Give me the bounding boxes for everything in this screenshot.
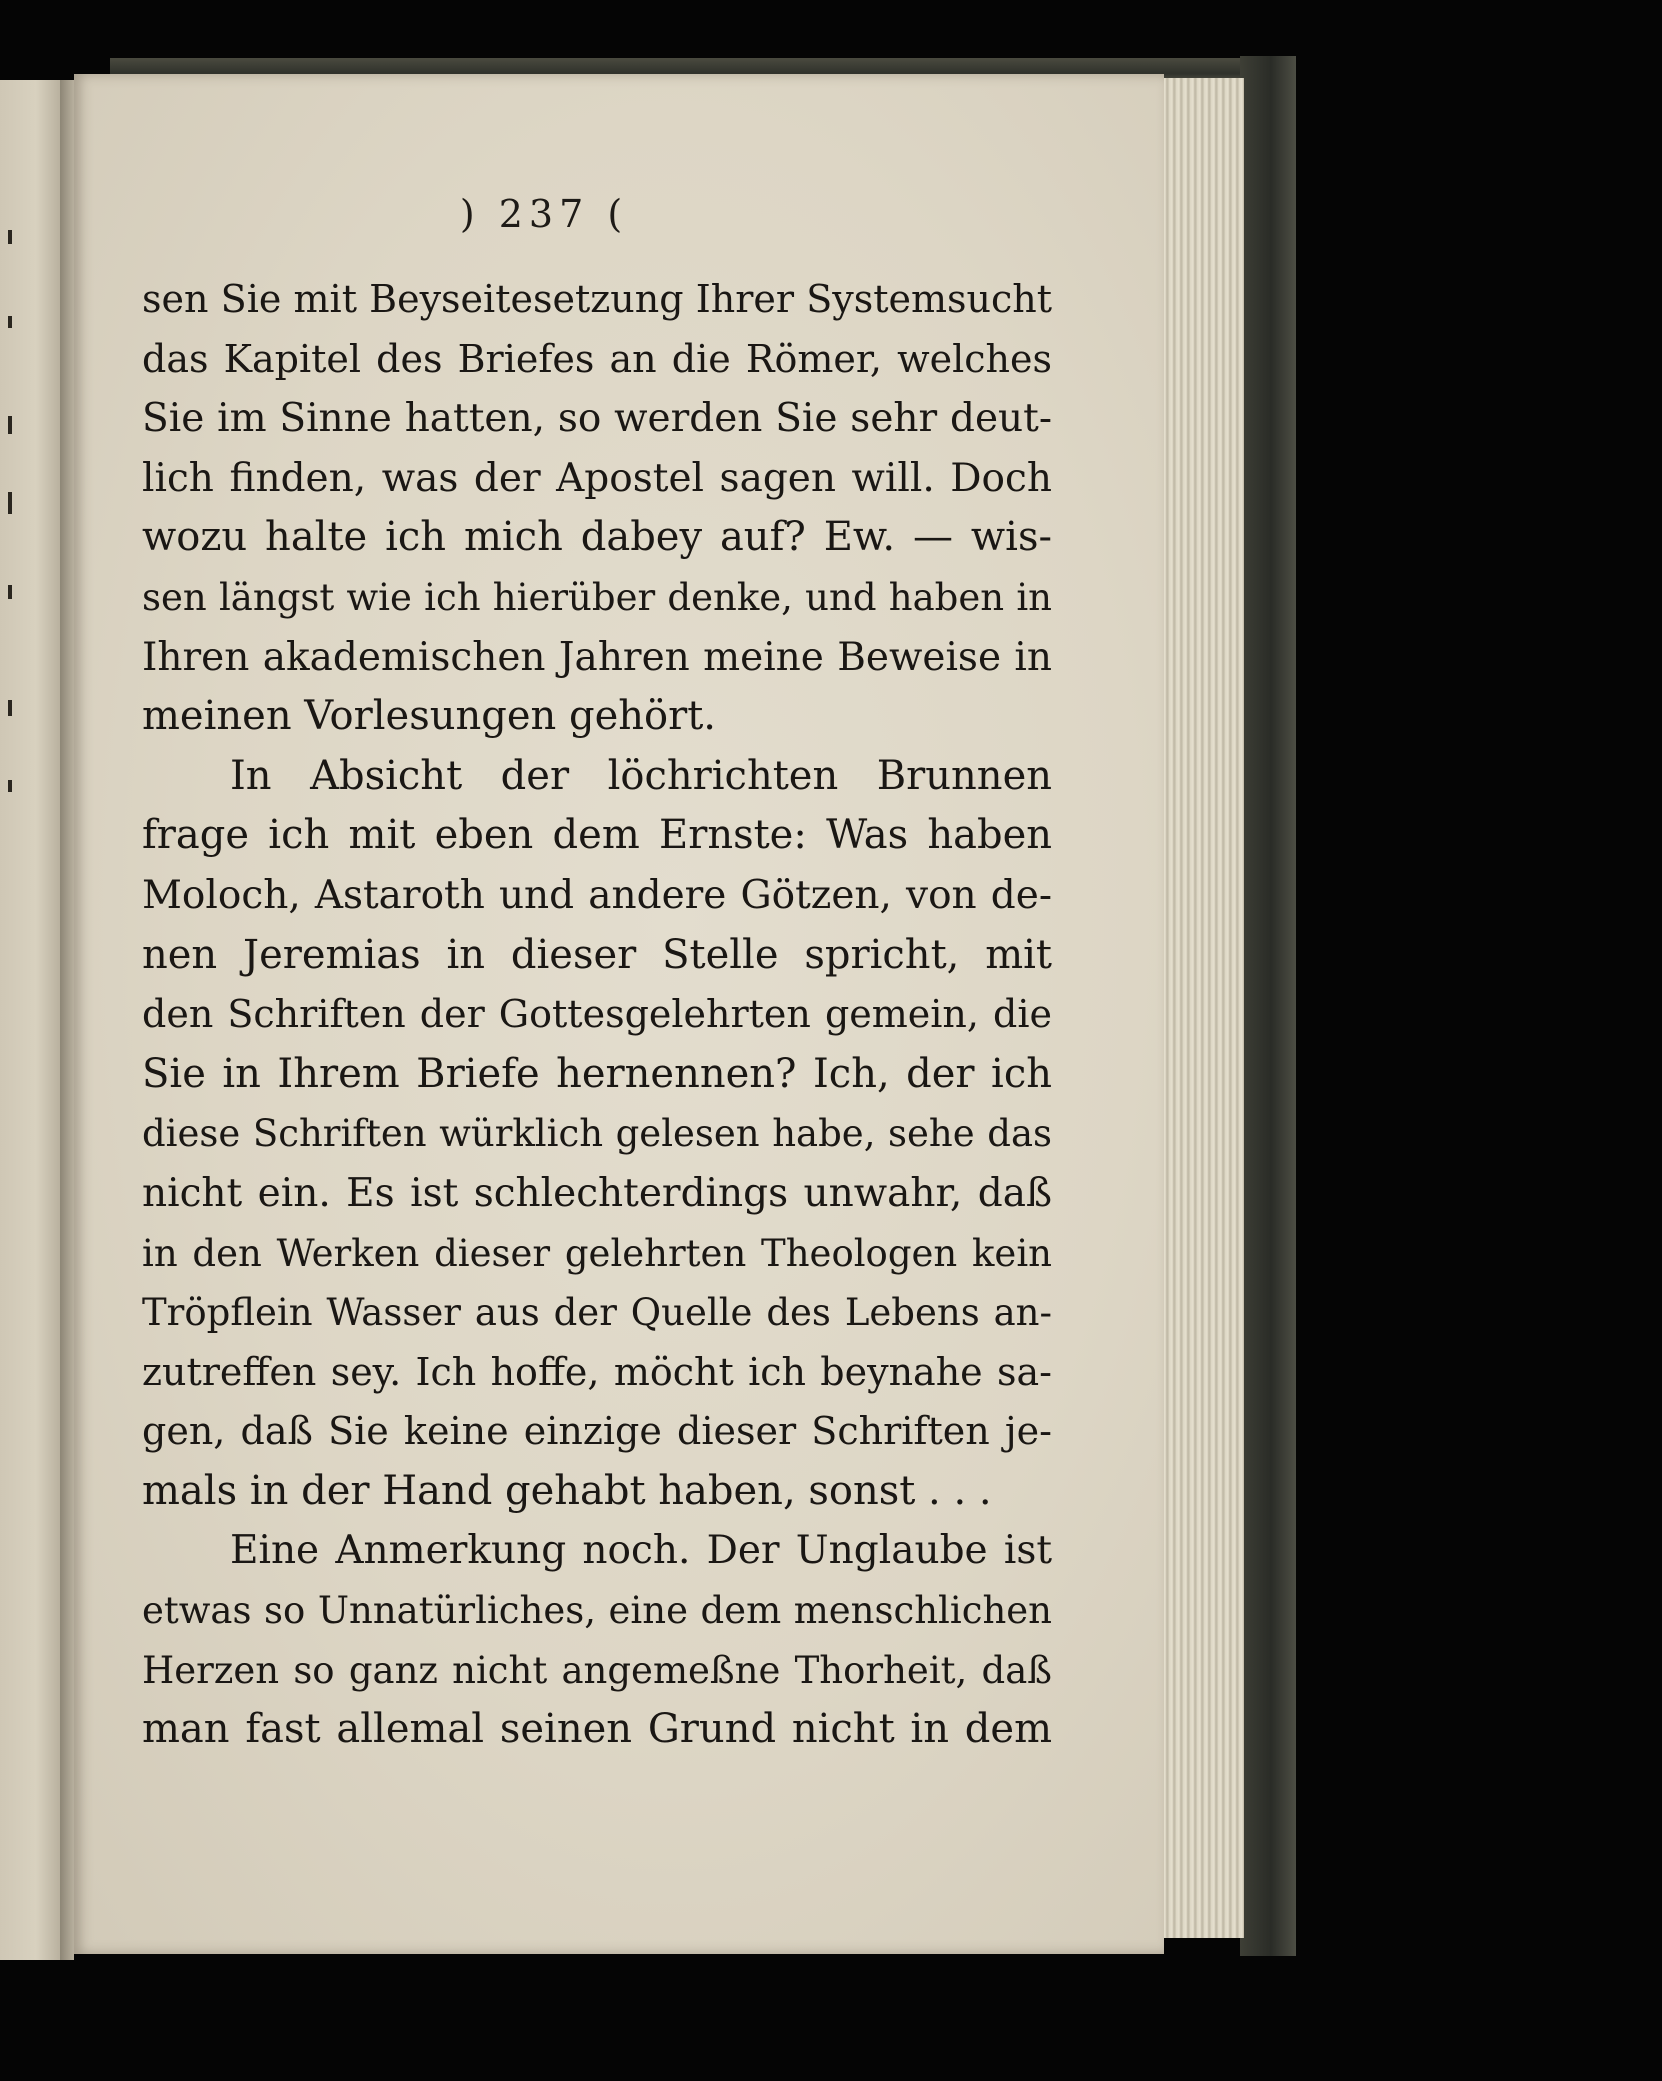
- text-line: nicht ein. Es ist schlechterdings unwahr, daß: [142, 1170, 1052, 1216]
- text-line: lich finden, was der Apostel sagen will. Doch: [142, 455, 1052, 501]
- text-line: das Kapitel des Briefes an die Römer, welches: [142, 336, 1052, 381]
- text-line: Moloch, Astaroth und andere Götzen, von de-: [142, 872, 1052, 918]
- text-line: zutreffen sey. Ich hoffe, möcht ich beynahe sa-: [142, 1349, 1052, 1394]
- facing-page-edge: [0, 80, 62, 1960]
- page-edges: [1162, 78, 1244, 1938]
- text-line: In Absicht der löchrichten Brunnen: [230, 752, 1052, 799]
- facing-page-mark: [8, 316, 12, 328]
- text-line: Sie im Sinne hatten, so werden Sie sehr deut-: [142, 396, 1052, 442]
- text-line: frage ich mit eben dem Ernste: Was haben: [142, 812, 1052, 859]
- text-line: Sie in Ihrem Briefe hernennen? Ich, der ich: [142, 1050, 1052, 1097]
- text-line: gen, daß Sie keine einzige dieser Schriften je-: [142, 1409, 1052, 1454]
- text-line: nen Jeremias in dieser Stelle spricht, mit: [142, 931, 1052, 978]
- page-text: [142, 270, 1052, 1760]
- book-page: [74, 74, 1164, 1954]
- text-line: meinen Vorlesungen gehört.: [142, 693, 717, 740]
- text-line: wozu halte ich mich dabey auf? Ew. — wis-: [142, 514, 1052, 561]
- text-line: etwas so Unnatürliches, eine dem menschlichen: [142, 1589, 1052, 1633]
- text-line: sen längst wie ich hierüber denke, und haben in: [142, 575, 1052, 619]
- facing-page-mark: [8, 585, 12, 599]
- facing-page-mark: [8, 700, 12, 716]
- text-line: Eine Anmerkung noch. Der Unglaube ist: [230, 1528, 1052, 1574]
- text-line: den Schriften der Gottesgelehrten gemein, die: [142, 992, 1052, 1037]
- text-line: mals in der Hand gehabt haben, sonst . . .: [142, 1467, 992, 1514]
- text-line: sen Sie mit Beyseitesetzung Ihrer Systemsucht: [142, 277, 1052, 321]
- text-line: Tröpflein Wasser aus der Quelle des Lebens an-: [142, 1291, 1052, 1335]
- facing-page-mark: [8, 230, 12, 244]
- text-line: Herzen so ganz nicht angemeßne Thorheit, daß: [142, 1648, 1052, 1692]
- text-line: in den Werken dieser gelehrten Theologen kein: [142, 1231, 1052, 1275]
- text-line: diese Schriften würklich gelesen habe, sehe das: [142, 1112, 1052, 1156]
- text-line: Ihren akademischen Jahren meine Beweise in: [142, 634, 1052, 680]
- book-gutter: [60, 80, 74, 1960]
- text-line: man fast allemal seinen Grund nicht in dem: [142, 1706, 1052, 1753]
- facing-page-mark: [8, 416, 12, 434]
- book-cover-right: [1240, 56, 1296, 1956]
- page-number: ) 237 (: [459, 192, 629, 236]
- facing-page-mark: [8, 492, 12, 514]
- facing-page-mark: [8, 780, 12, 792]
